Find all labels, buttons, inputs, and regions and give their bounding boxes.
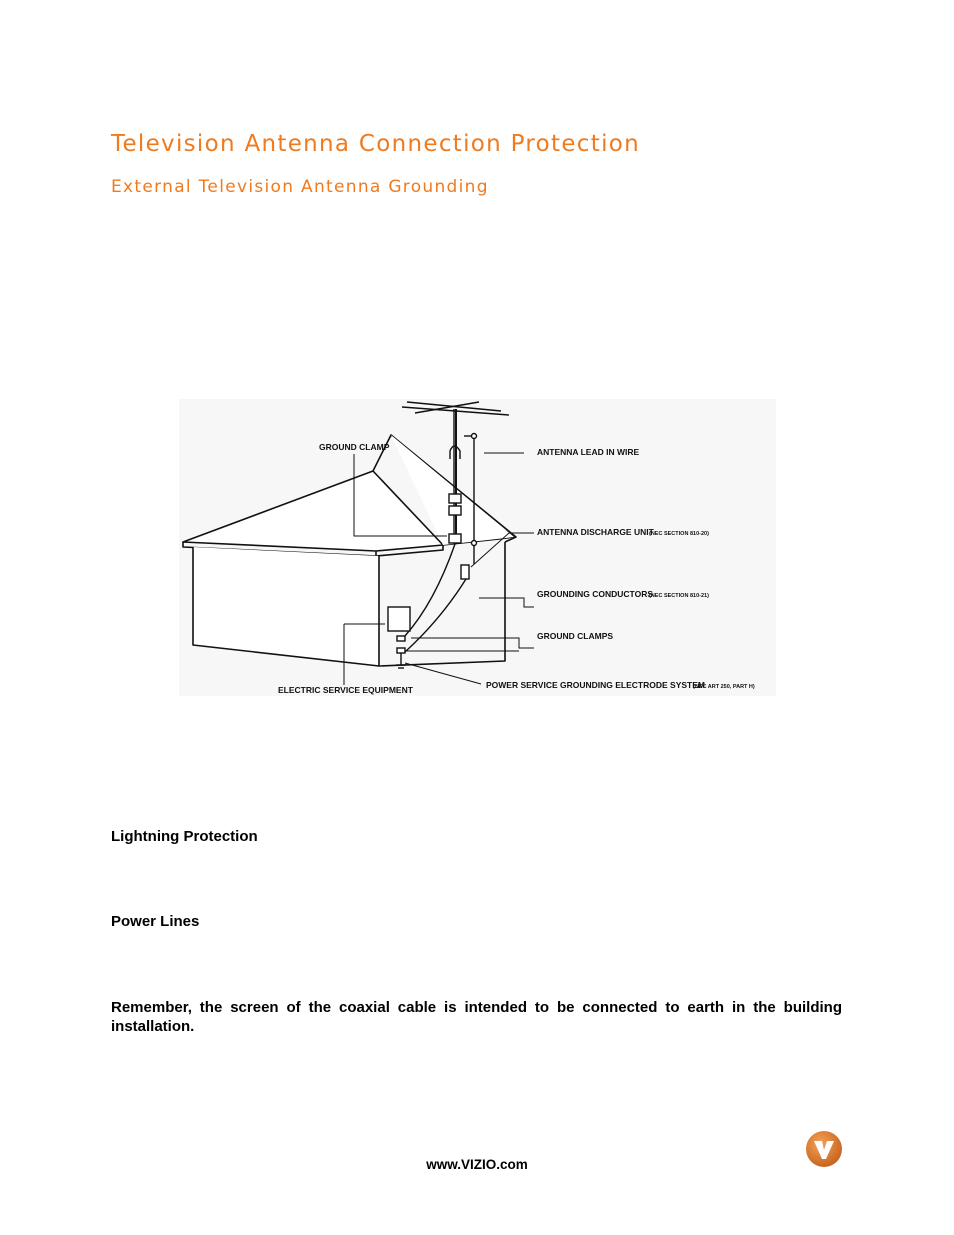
- coaxial-cable-notice: Remember, the screen of the coaxial cable is intended to be connected to earth in the building installation.: [111, 999, 842, 1035]
- lightning-protection-heading: Lightning Protection: [111, 828, 258, 845]
- label-grounding-conductors-ref: (NEC SECTION 810-21): [649, 593, 709, 599]
- label-antenna-discharge-unit-ref: (NEC SECTION 810-20): [649, 531, 709, 537]
- label-antenna-discharge-unit: ANTENNA DISCHARGE UNIT: [537, 527, 654, 537]
- section-subtitle: External Television Antenna Grounding: [111, 177, 489, 197]
- label-ground-clamp: GROUND CLAMP: [319, 442, 390, 452]
- power-lines-heading: Power Lines: [111, 913, 200, 930]
- label-electric-service-equipment: ELECTRIC SERVICE EQUIPMENT: [278, 685, 413, 695]
- label-power-service-grounding: POWER SERVICE GROUNDING ELECTRODE SYSTEM: [486, 680, 705, 690]
- page-title: Television Antenna Connection Protection: [111, 131, 641, 157]
- label-ground-clamps: GROUND CLAMPS: [537, 631, 614, 641]
- antenna-grounding-diagram: [179, 399, 776, 696]
- label-power-service-grounding-ref: (NEC ART 250, PART H): [693, 684, 755, 690]
- footer-url: www.VIZIO.com: [426, 1157, 528, 1172]
- label-antenna-lead-in-wire: ANTENNA LEAD IN WIRE: [537, 447, 640, 457]
- vizio-v-logo-icon: [805, 1130, 843, 1168]
- label-grounding-conductors: GROUNDING CONDUCTORS: [537, 589, 654, 599]
